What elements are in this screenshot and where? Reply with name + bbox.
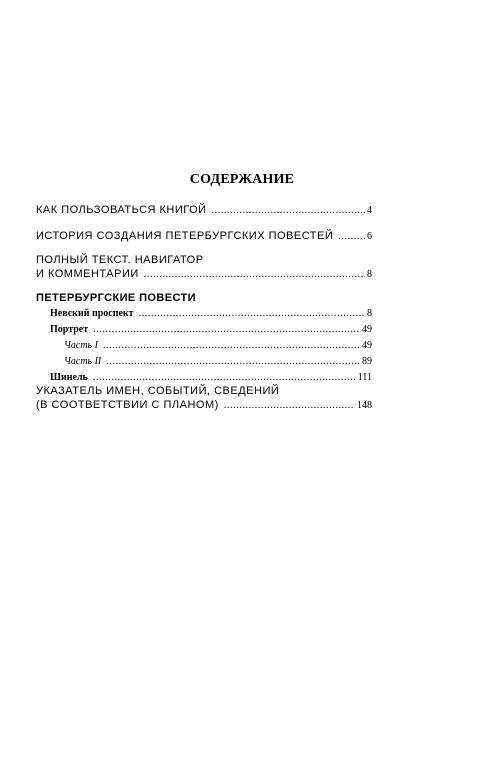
toc-entry-page: 148 [357, 400, 372, 411]
toc-entry-text: Часть II [64, 356, 102, 367]
dot-leader [106, 355, 360, 369]
toc-entry-portrait [50, 323, 372, 337]
toc-entry-index [36, 384, 372, 413]
dot-leader [93, 371, 356, 385]
toc-entry-page: 89 [362, 356, 372, 367]
toc-entry-history [36, 229, 372, 244]
dot-leader [338, 230, 365, 244]
toc-entry-overcoat [50, 371, 372, 385]
toc-entry-page: 49 [362, 324, 372, 335]
toc-entry-nevsky [50, 307, 372, 321]
dot-leader [139, 307, 365, 321]
toc-section-heading [36, 291, 372, 305]
toc-entry-text: Часть I [64, 340, 98, 351]
toc-entry-text: Невский проспект [50, 308, 134, 319]
toc-entry-page: 4 [367, 205, 372, 216]
dot-leader [224, 399, 355, 413]
toc-entry-how-to-use [36, 203, 372, 218]
toc-entry-page: 8 [367, 269, 372, 280]
toc-section-text: ПЕТЕРБУРГСКИЕ ПОВЕСТИ [36, 292, 196, 304]
toc-entry-page: 111 [357, 372, 372, 383]
dot-leader [144, 268, 365, 282]
toc-entry-part-1 [64, 339, 372, 353]
toc-entry-text: КАК ПОЛЬЗОВАТЬСЯ КНИГОЙ [36, 204, 207, 216]
toc-entry-text-line1: ПОЛНЫЙ ТЕКСТ. НАВИГАТОР [36, 254, 204, 266]
toc-entry-page: 6 [367, 231, 372, 242]
contents-title: СОДЕРЖАНИЕ [189, 172, 295, 187]
toc-entry-page: 8 [367, 308, 372, 319]
toc-entry-part-2 [64, 355, 372, 369]
toc-entry-text-line2: (В СООТВЕТСТВИИ С ПЛАНОМ) [36, 399, 219, 411]
toc-entry-page: 49 [362, 340, 372, 351]
toc-entry-text-line1: УКАЗАТЕЛЬ ИМЕН, СОБЫТИЙ, СВЕДЕНИЙ [36, 385, 280, 397]
toc-entry-text-line2: И КОММЕНТАРИИ [36, 268, 139, 280]
dot-leader [212, 204, 365, 218]
toc-entry-text: Портрет [50, 324, 89, 335]
dot-leader [103, 339, 360, 353]
toc-entry-text: Шинель [50, 372, 88, 383]
dot-leader [93, 323, 360, 337]
toc-entry-full-text [36, 253, 372, 282]
toc-entry-text: ИСТОРИЯ СОЗДАНИЯ ПЕТЕРБУРГСКИХ ПОВЕСТЕЙ [36, 230, 334, 242]
